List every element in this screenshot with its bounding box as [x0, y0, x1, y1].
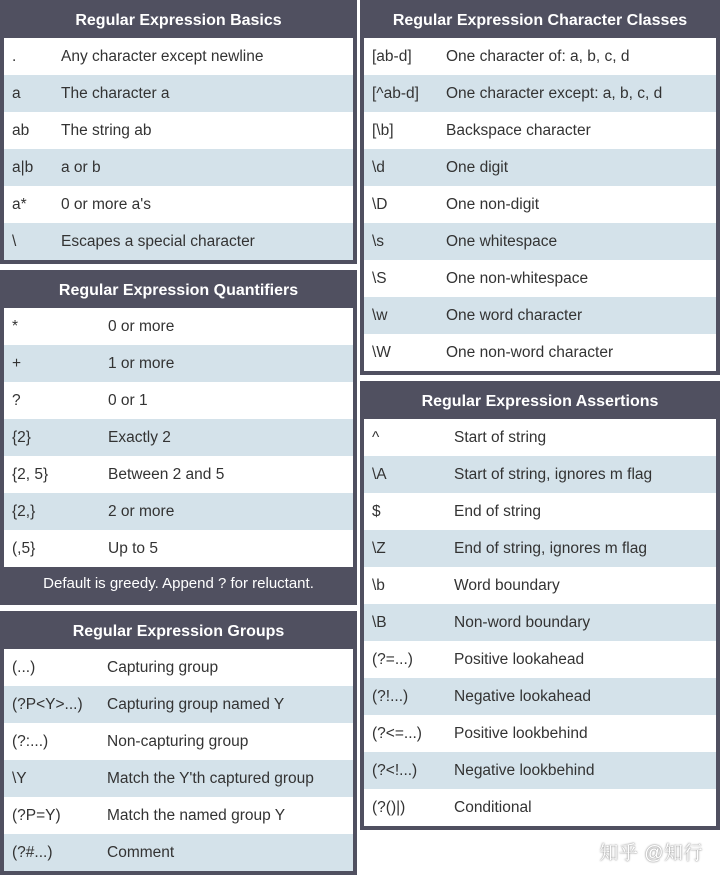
- pattern-cell: *: [4, 308, 100, 345]
- description-cell: 2 or more: [100, 493, 353, 530]
- description-cell: Any character except newline: [53, 38, 353, 75]
- description-cell: One non-digit: [438, 186, 716, 223]
- description-cell: One digit: [438, 149, 716, 186]
- pattern-cell: (?#...): [4, 834, 99, 871]
- description-cell: 0 or more a's: [53, 186, 353, 223]
- table-row: [364, 297, 716, 334]
- description-cell: Match the named group Y: [99, 797, 353, 834]
- pattern-cell: \B: [364, 604, 446, 641]
- table-row: [364, 456, 716, 493]
- description-cell: Comment: [99, 834, 353, 871]
- description-cell: One character except: a, b, c, d: [438, 75, 716, 112]
- description-cell: Start of string, ignores m flag: [446, 456, 716, 493]
- assertions-table: [364, 419, 716, 826]
- quantifiers-title: Regular Expression Quantifiers: [58, 282, 299, 299]
- pattern-cell: [^ab-d]: [364, 75, 438, 112]
- description-cell: One non-word character: [438, 334, 716, 371]
- pattern-cell: [ab-d]: [364, 38, 438, 75]
- table-row: [4, 493, 353, 530]
- pattern-cell: ab: [4, 112, 53, 149]
- table-row: [364, 567, 716, 604]
- table-row: [4, 760, 353, 797]
- pattern-cell: (?()|): [364, 789, 446, 826]
- quantifiers-panel: [0, 270, 357, 605]
- table-row: [364, 334, 716, 371]
- table-row: [4, 797, 353, 834]
- pattern-cell: (?P<Y>...): [4, 686, 99, 723]
- table-row: [364, 38, 716, 75]
- pattern-cell: a: [4, 75, 53, 112]
- pattern-cell: ^: [364, 419, 446, 456]
- table-row: [364, 604, 716, 641]
- pattern-cell: \w: [364, 297, 438, 334]
- description-cell: Exactly 2: [100, 419, 353, 456]
- groups-panel: [0, 611, 357, 875]
- description-cell: Non-capturing group: [99, 723, 353, 760]
- table-row: [4, 112, 353, 149]
- pattern-cell: {2}: [4, 419, 100, 456]
- table-row: [4, 456, 353, 493]
- quantifiers-footnote: Default is greedy. Append ? for reluctant.: [43, 575, 314, 592]
- groups-title: Regular Expression Groups: [72, 623, 285, 640]
- classes-panel: [360, 0, 720, 375]
- pattern-cell: \A: [364, 456, 446, 493]
- pattern-cell: \Y: [4, 760, 99, 797]
- pattern-cell: (...): [4, 649, 99, 686]
- table-row: [4, 149, 353, 186]
- pattern-cell: (?!...): [364, 678, 446, 715]
- basics-panel: [0, 0, 357, 264]
- pattern-cell: {2,}: [4, 493, 100, 530]
- description-cell: 0 or 1: [100, 382, 353, 419]
- table-row: [364, 789, 716, 826]
- pattern-cell: \W: [364, 334, 438, 371]
- pattern-cell: (?=...): [364, 641, 446, 678]
- pattern-cell: [\b]: [364, 112, 438, 149]
- table-row: [364, 530, 716, 567]
- pattern-cell: (?P=Y): [4, 797, 99, 834]
- description-cell: Non-word boundary: [446, 604, 716, 641]
- table-row: [364, 112, 716, 149]
- table-row: [4, 723, 353, 760]
- table-row: [4, 686, 353, 723]
- description-cell: The character a: [53, 75, 353, 112]
- description-cell: One non-whitespace: [438, 260, 716, 297]
- table-row: [364, 223, 716, 260]
- table-row: [364, 641, 716, 678]
- description-cell: Capturing group named Y: [99, 686, 353, 723]
- table-row: [364, 149, 716, 186]
- description-cell: End of string: [446, 493, 716, 530]
- basics-table: [4, 38, 353, 260]
- assertions-title: Regular Expression Assertions: [421, 393, 659, 410]
- table-row: [4, 530, 353, 567]
- description-cell: End of string, ignores m flag: [446, 530, 716, 567]
- table-row: [4, 382, 353, 419]
- table-row: [4, 75, 353, 112]
- description-cell: 1 or more: [100, 345, 353, 382]
- table-row: [364, 493, 716, 530]
- description-cell: Backspace character: [438, 112, 716, 149]
- basics-title: Regular Expression Basics: [75, 12, 282, 29]
- table-row: [364, 678, 716, 715]
- pattern-cell: $: [364, 493, 446, 530]
- description-cell: One character of: a, b, c, d: [438, 38, 716, 75]
- description-cell: One whitespace: [438, 223, 716, 260]
- table-row: [364, 186, 716, 223]
- pattern-cell: \: [4, 223, 53, 260]
- watermark-text: 知乎 @知行: [599, 843, 703, 864]
- pattern-cell: \s: [364, 223, 438, 260]
- description-cell: 0 or more: [100, 308, 353, 345]
- assertions-panel: [360, 381, 720, 830]
- pattern-cell: a|b: [4, 149, 53, 186]
- left-column: [0, 0, 357, 881]
- table-row: [364, 260, 716, 297]
- table-row: [4, 223, 353, 260]
- description-cell: Positive lookahead: [446, 641, 716, 678]
- description-cell: Capturing group: [99, 649, 353, 686]
- table-row: [364, 715, 716, 752]
- pattern-cell: (?<=...): [364, 715, 446, 752]
- table-row: [4, 308, 353, 345]
- table-row: [4, 649, 353, 686]
- description-cell: Negative lookahead: [446, 678, 716, 715]
- description-cell: Between 2 and 5: [100, 456, 353, 493]
- pattern-cell: (,5}: [4, 530, 100, 567]
- table-row: [4, 834, 353, 871]
- classes-table: [364, 38, 716, 371]
- table-row: [4, 419, 353, 456]
- description-cell: Conditional: [446, 789, 716, 826]
- description-cell: Match the Y'th captured group: [99, 760, 353, 797]
- pattern-cell: +: [4, 345, 100, 382]
- right-column: [360, 0, 720, 836]
- classes-title: Regular Expression Character Classes: [392, 12, 688, 29]
- description-cell: Escapes a special character: [53, 223, 353, 260]
- description-cell: a or b: [53, 149, 353, 186]
- pattern-cell: {2, 5}: [4, 456, 100, 493]
- table-row: [4, 345, 353, 382]
- table-row: [364, 75, 716, 112]
- pattern-cell: .: [4, 38, 53, 75]
- pattern-cell: \Z: [364, 530, 446, 567]
- table-row: [4, 38, 353, 75]
- pattern-cell: \S: [364, 260, 438, 297]
- description-cell: The string ab: [53, 112, 353, 149]
- description-cell: Start of string: [446, 419, 716, 456]
- table-row: [364, 752, 716, 789]
- table-row: [4, 186, 353, 223]
- pattern-cell: (?<!...): [364, 752, 446, 789]
- groups-table: [4, 649, 353, 871]
- description-cell: Up to 5: [100, 530, 353, 567]
- description-cell: One word character: [438, 297, 716, 334]
- description-cell: Word boundary: [446, 567, 716, 604]
- pattern-cell: \b: [364, 567, 446, 604]
- quantifiers-table: [4, 308, 353, 567]
- pattern-cell: ?: [4, 382, 100, 419]
- pattern-cell: \d: [364, 149, 438, 186]
- description-cell: Negative lookbehind: [446, 752, 716, 789]
- pattern-cell: (?:...): [4, 723, 99, 760]
- pattern-cell: a*: [4, 186, 53, 223]
- table-row: [364, 419, 716, 456]
- pattern-cell: \D: [364, 186, 438, 223]
- description-cell: Positive lookbehind: [446, 715, 716, 752]
